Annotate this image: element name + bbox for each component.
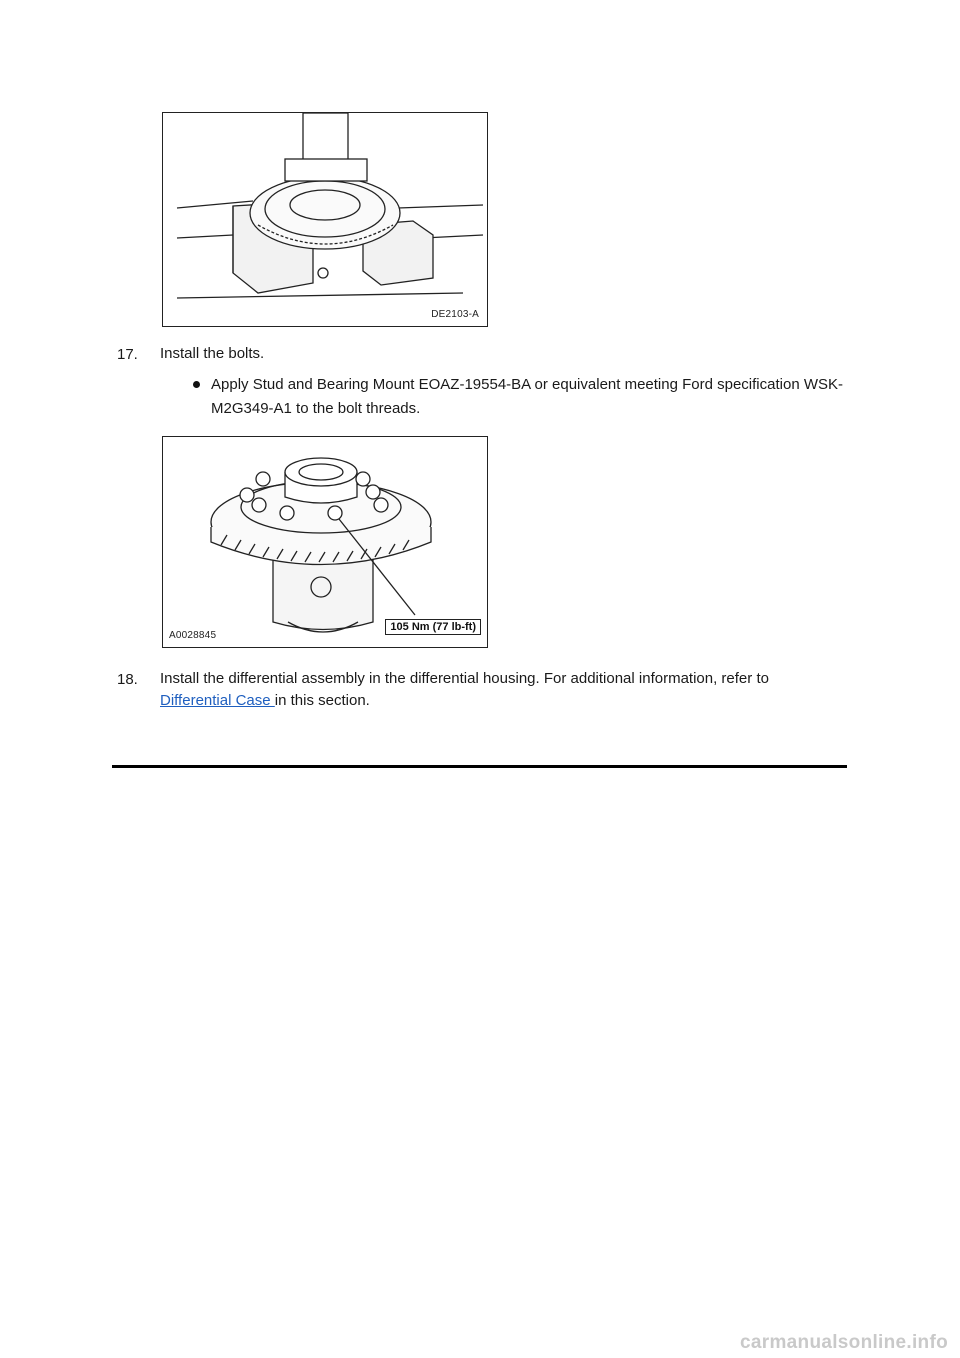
watermark: carmanualsonline.info	[740, 1332, 948, 1353]
torque-spec-label: 105 Nm (77 lb-ft)	[385, 619, 481, 635]
bullet-text: Apply Stud and Bearing Mount EOAZ-19554-BA or equivalent meeting Ford specification WSK-M2G349-A1 to the bolt threads.	[211, 376, 843, 417]
figure-torque-bolts	[162, 436, 488, 648]
step-text-after: in this section.	[274, 692, 370, 709]
step-text-before: Install the differential assembly in the differential housing. For additional information, refer to	[160, 670, 769, 687]
step-number: 17.	[117, 346, 138, 363]
bullet-dot-icon	[193, 381, 200, 388]
figure-code: DE2103-A	[431, 309, 479, 320]
step-text: Install the bolts.	[160, 345, 265, 362]
differential-case-link[interactable]: Differential Case	[160, 692, 275, 709]
figure-code: A0028845	[169, 630, 217, 641]
step-text	[160, 668, 850, 712]
differential-bolts-illustration	[163, 437, 487, 647]
press-gear-install-illustration	[163, 113, 487, 326]
step-number: 18.	[117, 671, 138, 688]
section-divider	[112, 765, 847, 768]
figure-press-install	[162, 112, 488, 327]
